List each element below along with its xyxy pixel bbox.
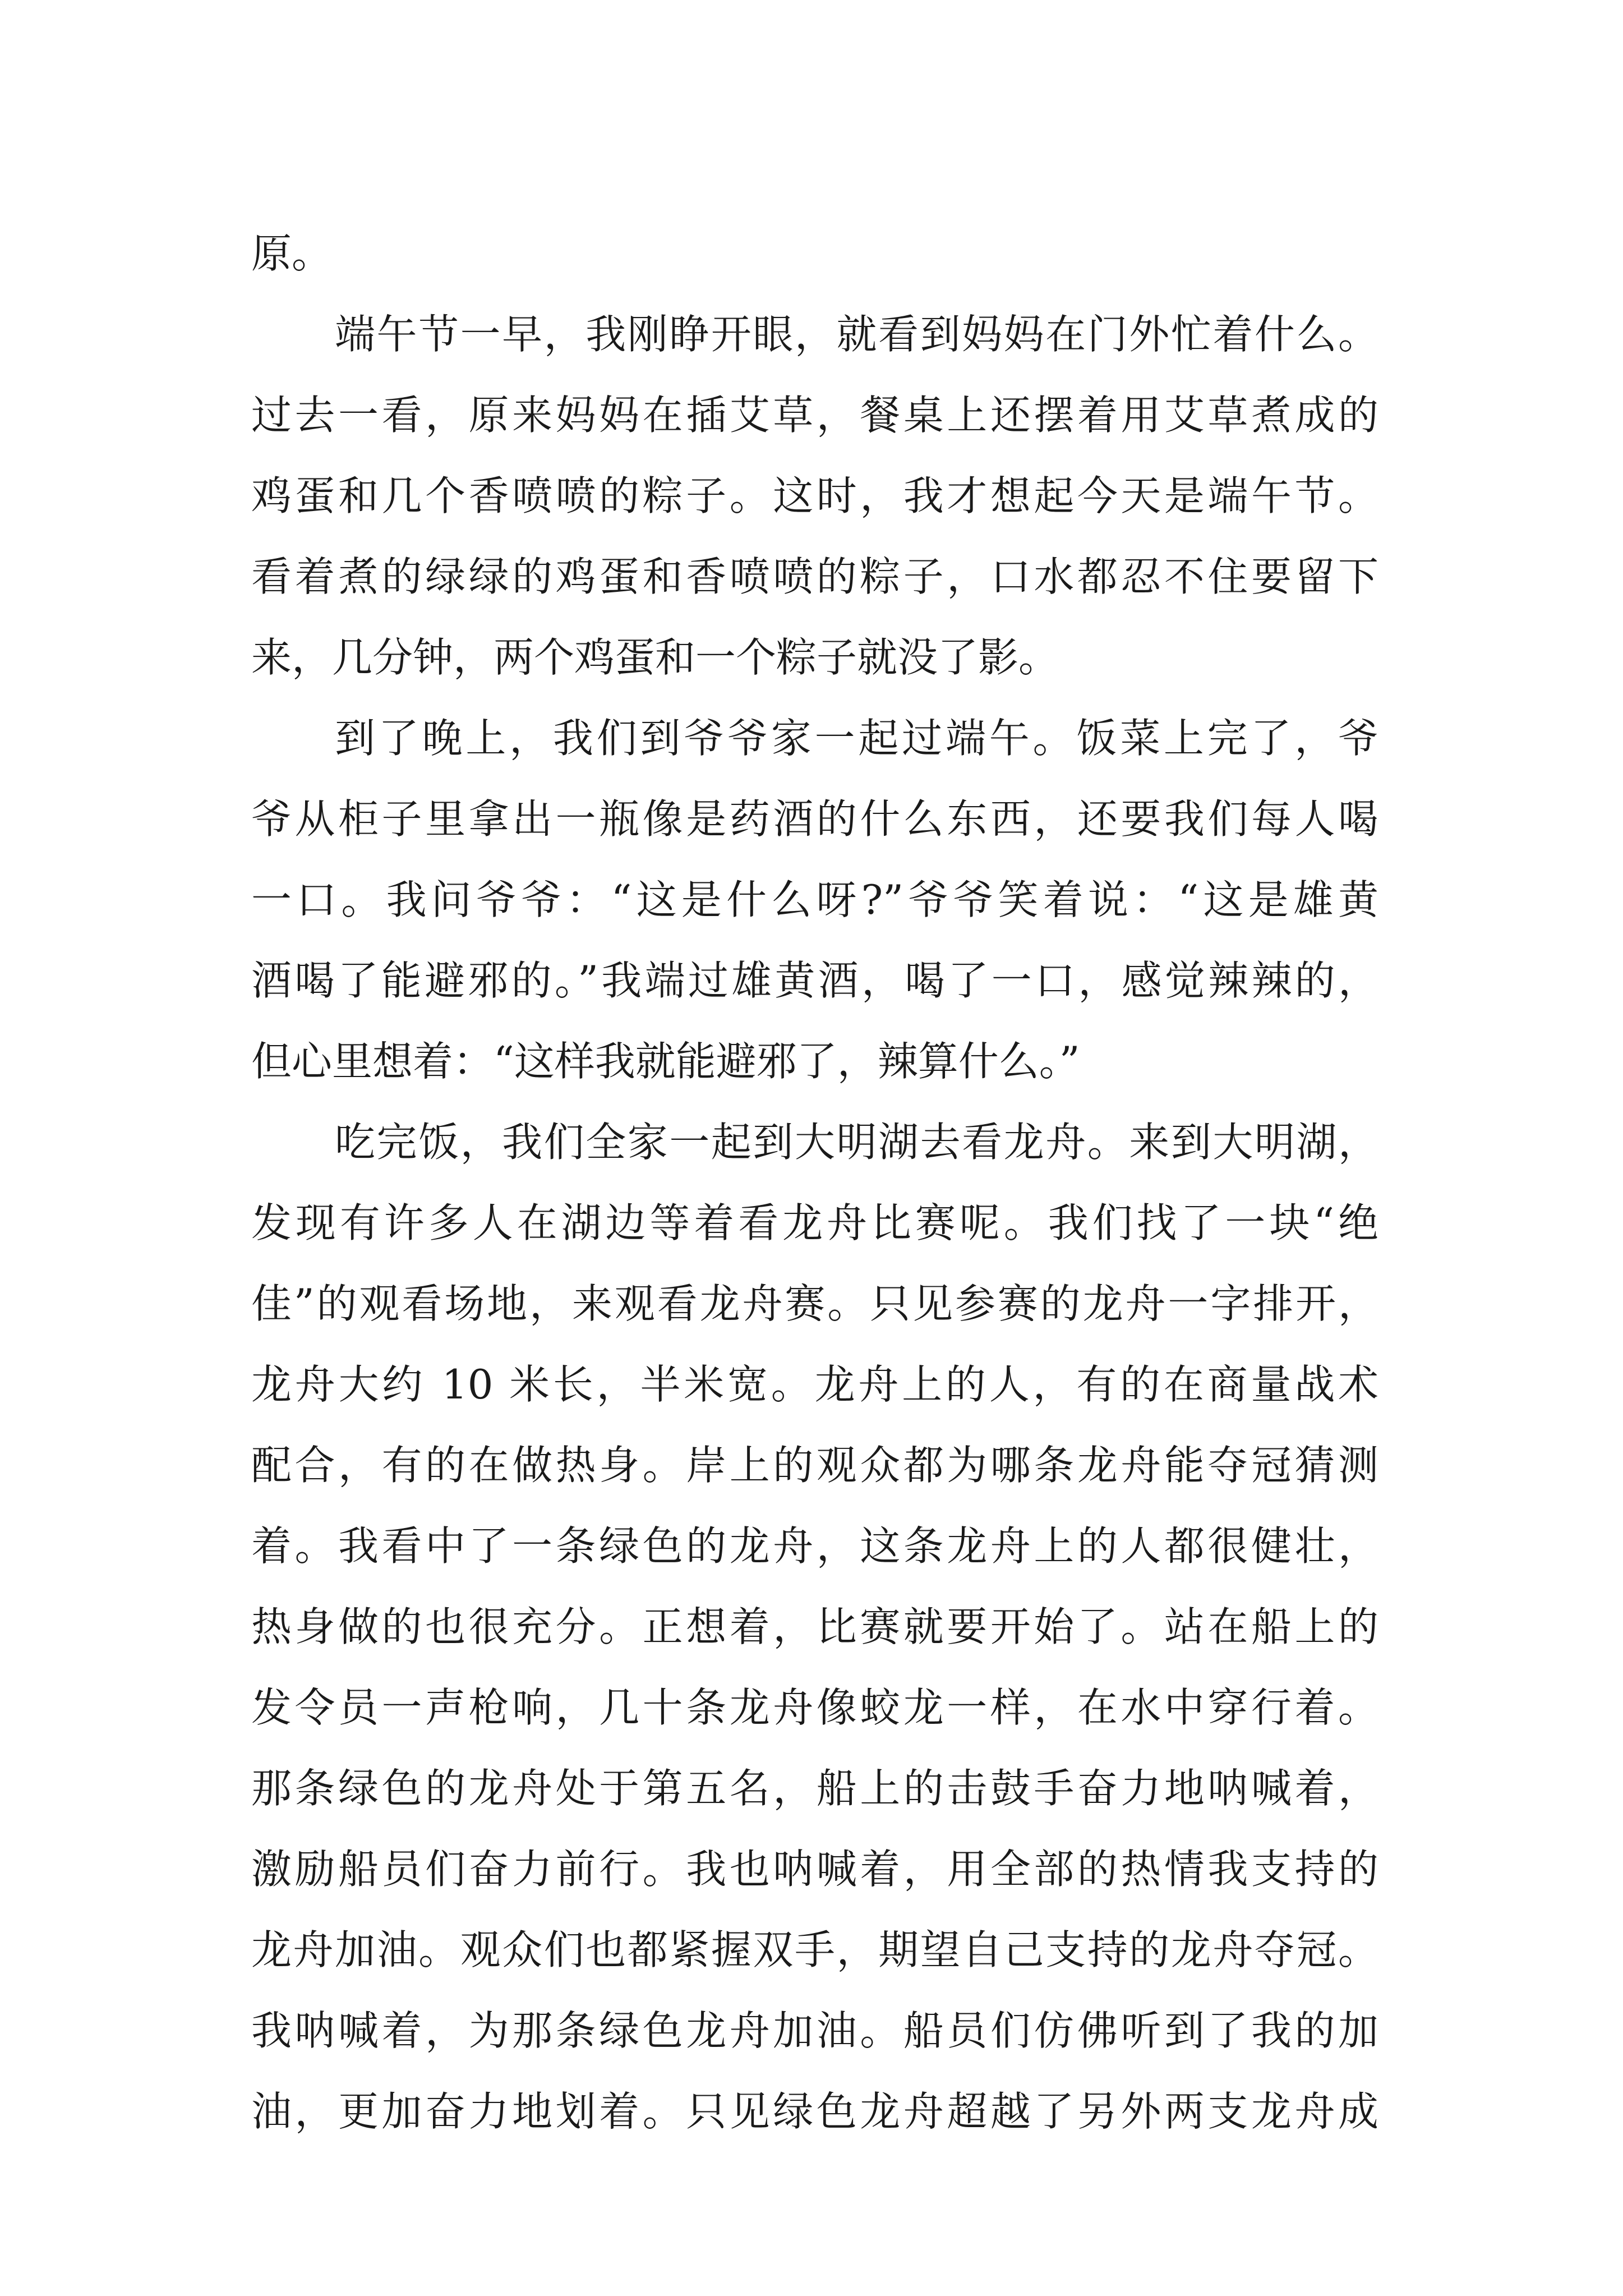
text-line: 鸡蛋和几个香喷喷的粽子。这时，我才想起今天是端午节。	[251, 472, 1378, 519]
text-line: 龙舟大约 10 米长，半米宽。龙舟上的人，有的在商量战术	[251, 1361, 1378, 1408]
essay-body	[251, 213, 1378, 2152]
text-line: 一口。我问爷爷：“这是什么呀?”爷爷笑着说：“这是雄黄	[251, 876, 1378, 923]
text-line: 我呐喊着，为那条绿色龙舟加油。船员们仿佛听到了我的加	[251, 2007, 1378, 2054]
text-line: 热身做的也很充分。正想着，比赛就要开始了。站在船上的	[251, 1603, 1378, 1650]
text-line: 龙舟加油。观众们也都紧握双手，期望自己支持的龙舟夺冠。	[251, 1926, 1378, 1973]
text-line: 到了晚上，我们到爷爷家一起过端午。饭菜上完了，爷	[335, 715, 1378, 762]
text-line: 过去一看，原来妈妈在插艾草，餐桌上还摆着用艾草煮成的	[251, 392, 1378, 439]
text-line: 来，几分钟，两个鸡蛋和一个粽子就没了影。	[251, 634, 1059, 681]
text-line: 端午节一早，我刚睁开眼，就看到妈妈在门外忙着什么。	[335, 311, 1378, 358]
text-line: 原。	[251, 230, 333, 277]
text-line: 油，更加奋力地划着。只见绿色龙舟超越了另外两支龙舟成	[251, 2088, 1378, 2135]
text-line: 激励船员们奋力前行。我也呐喊着，用全部的热情我支持的	[251, 1846, 1378, 1893]
text-line: 佳”的观看场地，来观看龙舟赛。只见参赛的龙舟一字排开，	[251, 1280, 1378, 1327]
text-line: 配合，有的在做热身。岸上的观众都为哪条龙舟能夺冠猜测	[251, 1442, 1378, 1489]
text-line: 那条绿色的龙舟处于第五名，船上的击鼓手奋力地呐喊着，	[251, 1765, 1378, 1812]
text-line: 看着煮的绿绿的鸡蛋和香喷喷的粽子，口水都忍不住要留下	[251, 553, 1378, 600]
text-line: 但心里想着：“这样我就能避邪了，辣算什么。”	[251, 1038, 1080, 1085]
text-line: 爷从柜子里拿出一瓶像是药酒的什么东西，还要我们每人喝	[251, 795, 1378, 843]
text-line: 吃完饭，我们全家一起到大明湖去看龙舟。来到大明湖，	[335, 1119, 1378, 1166]
text-line: 发令员一声枪响，几十条龙舟像蛟龙一样，在水中穿行着。	[251, 1684, 1378, 1731]
text-line: 发现有许多人在湖边等着看龙舟比赛呢。我们找了一块“绝	[251, 1199, 1378, 1246]
text-line: 着。我看中了一条绿色的龙舟，这条龙舟上的人都很健壮，	[251, 1522, 1378, 1570]
text-line: 酒喝了能避邪的。”我端过雄黄酒，喝了一口，感觉辣辣的，	[251, 957, 1378, 1004]
